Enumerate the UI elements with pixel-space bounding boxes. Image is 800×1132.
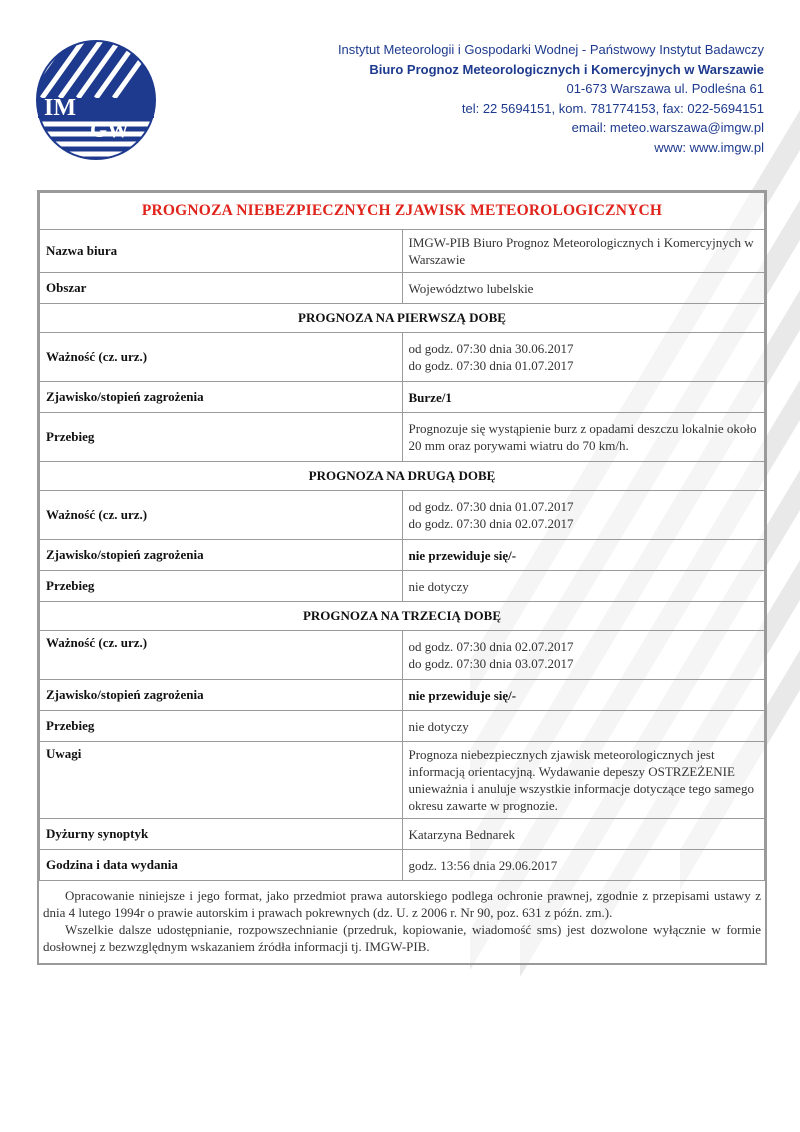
day3-validity-label: Ważność (cz. urz.) [40,631,403,680]
day1-from: od godz. 07:30 dnia 30.06.2017 [408,341,574,356]
office-value: IMGW-PIB Biuro Prognoz Meteorologicznych i Komercyjnych w Warszawie [402,230,765,273]
area-label: Obszar [40,273,403,304]
area-value: Województwo lubelskie [402,273,765,304]
issued-label: Godzina i data wydania [40,850,403,881]
day3-from: od godz. 07:30 dnia 02.07.2017 [408,639,574,654]
day2-validity-label: Ważność (cz. urz.) [40,491,403,540]
phone-info: tel: 22 5694151, kom. 781774153, fax: 022-5694151 [461,100,764,116]
day3-course: nie dotyczy [402,711,765,742]
forecast-table [39,192,765,881]
logo-text-top: IM [44,95,76,121]
redistribution-notice: Wszelkie dalsze udostępnianie, rozpowszechnianie (przedruk, kopiowanie, wiadomość sms) jest dozwolone wyłącznie w formie dosłownej z bezwzględnym wskazaniem źródła informacji tj. IMGW-PIB. [43,922,761,954]
institute-header [338,40,764,157]
forecaster-label: Dyżurny synoptyk [40,819,403,850]
office-label: Nazwa biura [40,230,403,273]
address: 01-673 Warszawa ul. Podleśna 61 [566,81,764,96]
day2-course: nie dotyczy [402,571,765,602]
day2-course-label: Przebieg [40,571,403,602]
day3-phenomenon-label: Zjawisko/stopień zagrożenia [40,680,403,711]
day1-validity-label: Ważność (cz. urz.) [40,333,403,382]
day3-heading: PROGNOZA NA TRZECIĄ DOBĘ [40,602,765,631]
remarks-label: Uwagi [40,742,403,819]
email-link[interactable]: email: meteo.warszawa@imgw.pl [571,120,764,135]
day3-phenomenon: nie przewiduje się/- [402,680,765,711]
day1-phenomenon: Burze/1 [402,382,765,413]
day1-validity [402,333,765,382]
day2-phenomenon-label: Zjawisko/stopień zagrożenia [40,540,403,571]
copyright-notice: Opracowanie niniejsze i jego format, jako przedmiot prawa autorskiego podlega ochronie prawnej, zgodnie z przepisami ustawy z dnia 4 lutego 1994r o prawie autorskim i prawach pokrewnych (dz. U. z 2006 r. Nr 90, poz. 631 z późn. zm.). [43,888,761,920]
forecaster-value: Katarzyna Bednarek [402,819,765,850]
day3-validity [402,631,765,680]
day1-to: do godz. 07:30 dnia 01.07.2017 [408,358,574,373]
day2-to: do godz. 07:30 dnia 02.07.2017 [408,516,574,531]
logo-text-bottom: GW [90,117,130,142]
day2-validity [402,491,765,540]
day3-to: do godz. 07:30 dnia 03.07.2017 [408,656,574,671]
day1-course: Prognozuje się wystąpienie burz z opadami deszczu lokalnie około 20 mm oraz porywami wiatru do 70 km/h. [402,413,765,462]
day2-phenomenon: nie przewiduje się/- [402,540,765,571]
day1-phenomenon-label: Zjawisko/stopień zagrożenia [40,382,403,413]
forecast-document [37,190,767,965]
day1-heading: PROGNOZA NA PIERWSZĄ DOBĘ [40,304,765,333]
issued-value: godz. 13:56 dnia 29.06.2017 [402,850,765,881]
document-title: PROGNOZA NIEBEZPIECZNYCH ZJAWISK METEOROLOGICZNYCH [40,193,765,230]
institute-name: Instytut Meteorologii i Gospodarki Wodnej - Państwowy Instytut Badawczy [337,42,764,57]
day2-from: od godz. 07:30 dnia 01.07.2017 [408,499,574,514]
website-link[interactable]: www: www.imgw.pl [654,139,764,155]
imgw-logo [34,38,158,162]
day1-course-label: Przebieg [40,413,403,462]
remarks-value: Prognoza niebezpiecznych zjawisk meteorologicznych jest informacją orientacyjną. Wydawanie depeszy OSTRZEŻENIE unieważnia i anuluje wszystkie informacje dotyczące tego samego okresu zawarte w prognozie. [402,742,765,819]
day2-heading: PROGNOZA NA DRUGĄ DOBĘ [40,462,765,491]
copyright-footer [39,881,765,963]
office-name: Biuro Prognoz Meteorologicznych i Komercyjnych w Warszawie [369,61,764,77]
day3-course-label: Przebieg [40,711,403,742]
